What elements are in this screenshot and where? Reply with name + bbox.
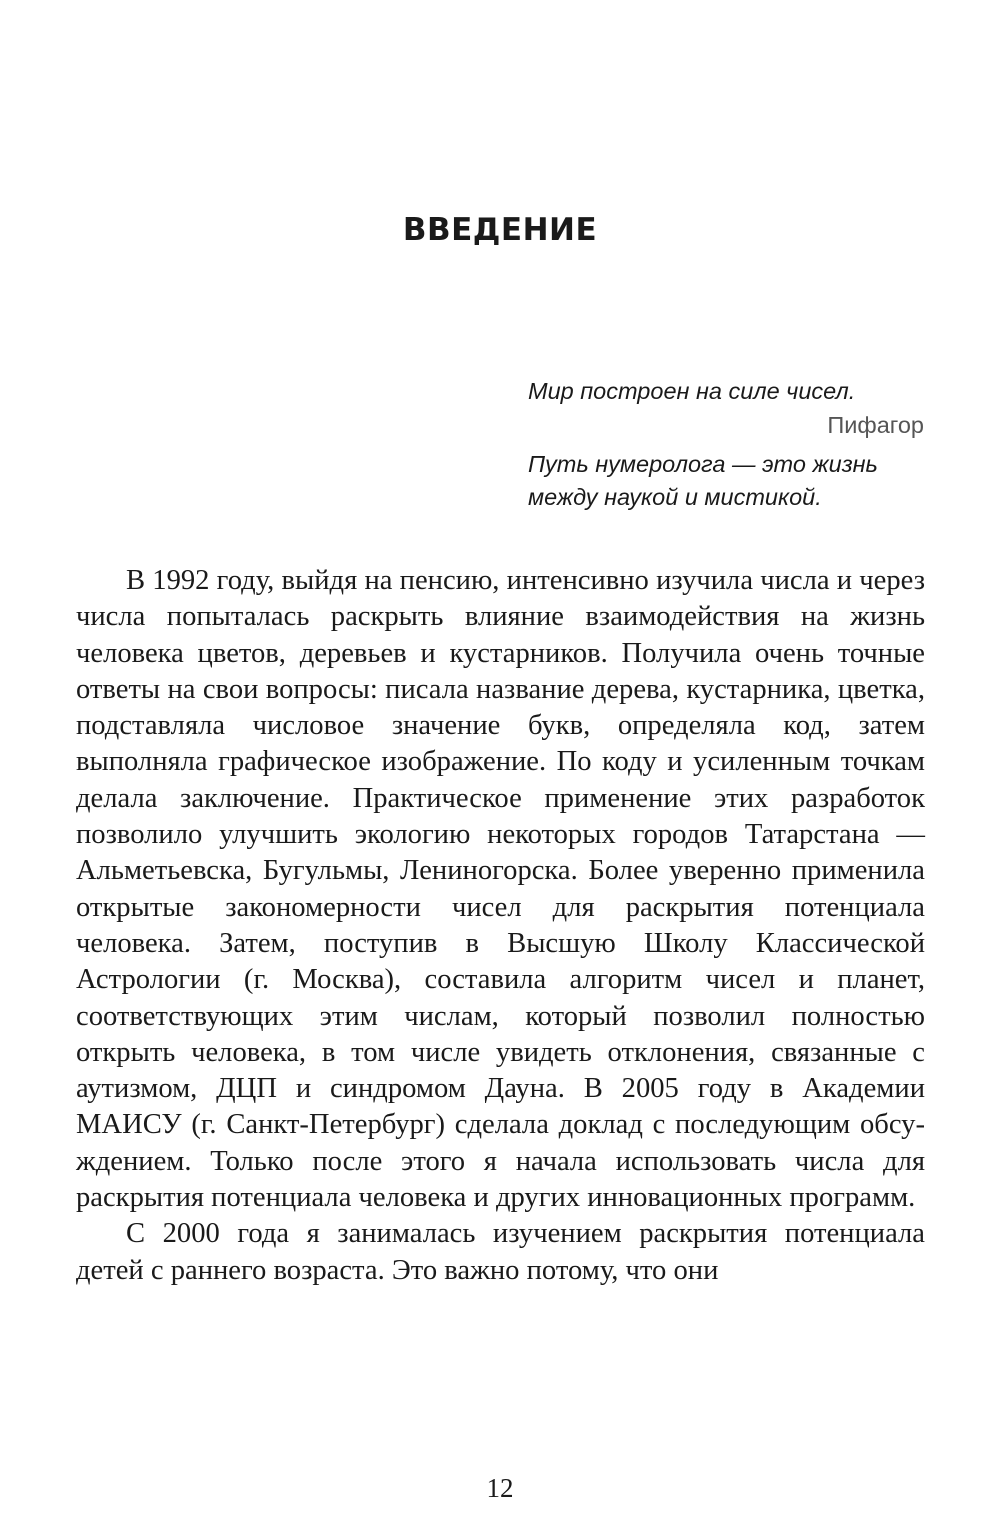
body-text xyxy=(76,563,925,1289)
epigraph-quote-2-line-2: между наукой и мистикой. xyxy=(528,484,822,510)
chapter-title: ВВЕДЕНИЕ xyxy=(402,212,598,248)
paragraph-2: С 2000 года я занималась изучением раскрытия потенциала детей с раннего возраста. Это важно потому, что они xyxy=(76,1218,925,1286)
epigraph-quote-1: Мир построен на силе чисел. xyxy=(528,378,856,404)
page-number: 12 xyxy=(486,1473,514,1503)
epigraph-author-1: Пифагор xyxy=(827,412,924,438)
epigraph-block xyxy=(528,374,928,514)
paragraph-1: В 1992 году, выйдя на пенсию, интенсивно изучила числа и через числа попыталась раскрыть влияние взаимодействия на жизнь человека цветов, деревьев и кустарников. Получила очень точные ответы на свои вопросы: писала название дерева, кустарника, цветка, подставляла числовое значение букв, определяла код, затем выполняла графическое изображение. По коду и усиленным точкам делала заключение. Практическое применение этих разработок позволило улучшить экологию некоторых городов Татарстана — Альметьевска, Бугульмы, Лениногорска. Более уверенно применила открытые закономерности чисел для раскрытия потенциала человека. Затем, поступив в Высшую Школу Классической Астрологии (г. Москва), составила алгоритм чисел и планет, соответствующих этим числам, который позволил полностью открыть человека, в том числе увидеть отклонения, связанные с аутизмом, ДЦП и синдромом Дауна. В 2005 году в Академии МАИСУ (г. Санкт-Петербург) сделала доклад с последующим обсуждением. Только после этого я начала использовать числа для раскрытия потенциала человека и других инновационных программ. xyxy=(76,565,925,1214)
epigraph-quote-2-line-1: Путь нумеролога — это жизнь xyxy=(528,451,878,477)
